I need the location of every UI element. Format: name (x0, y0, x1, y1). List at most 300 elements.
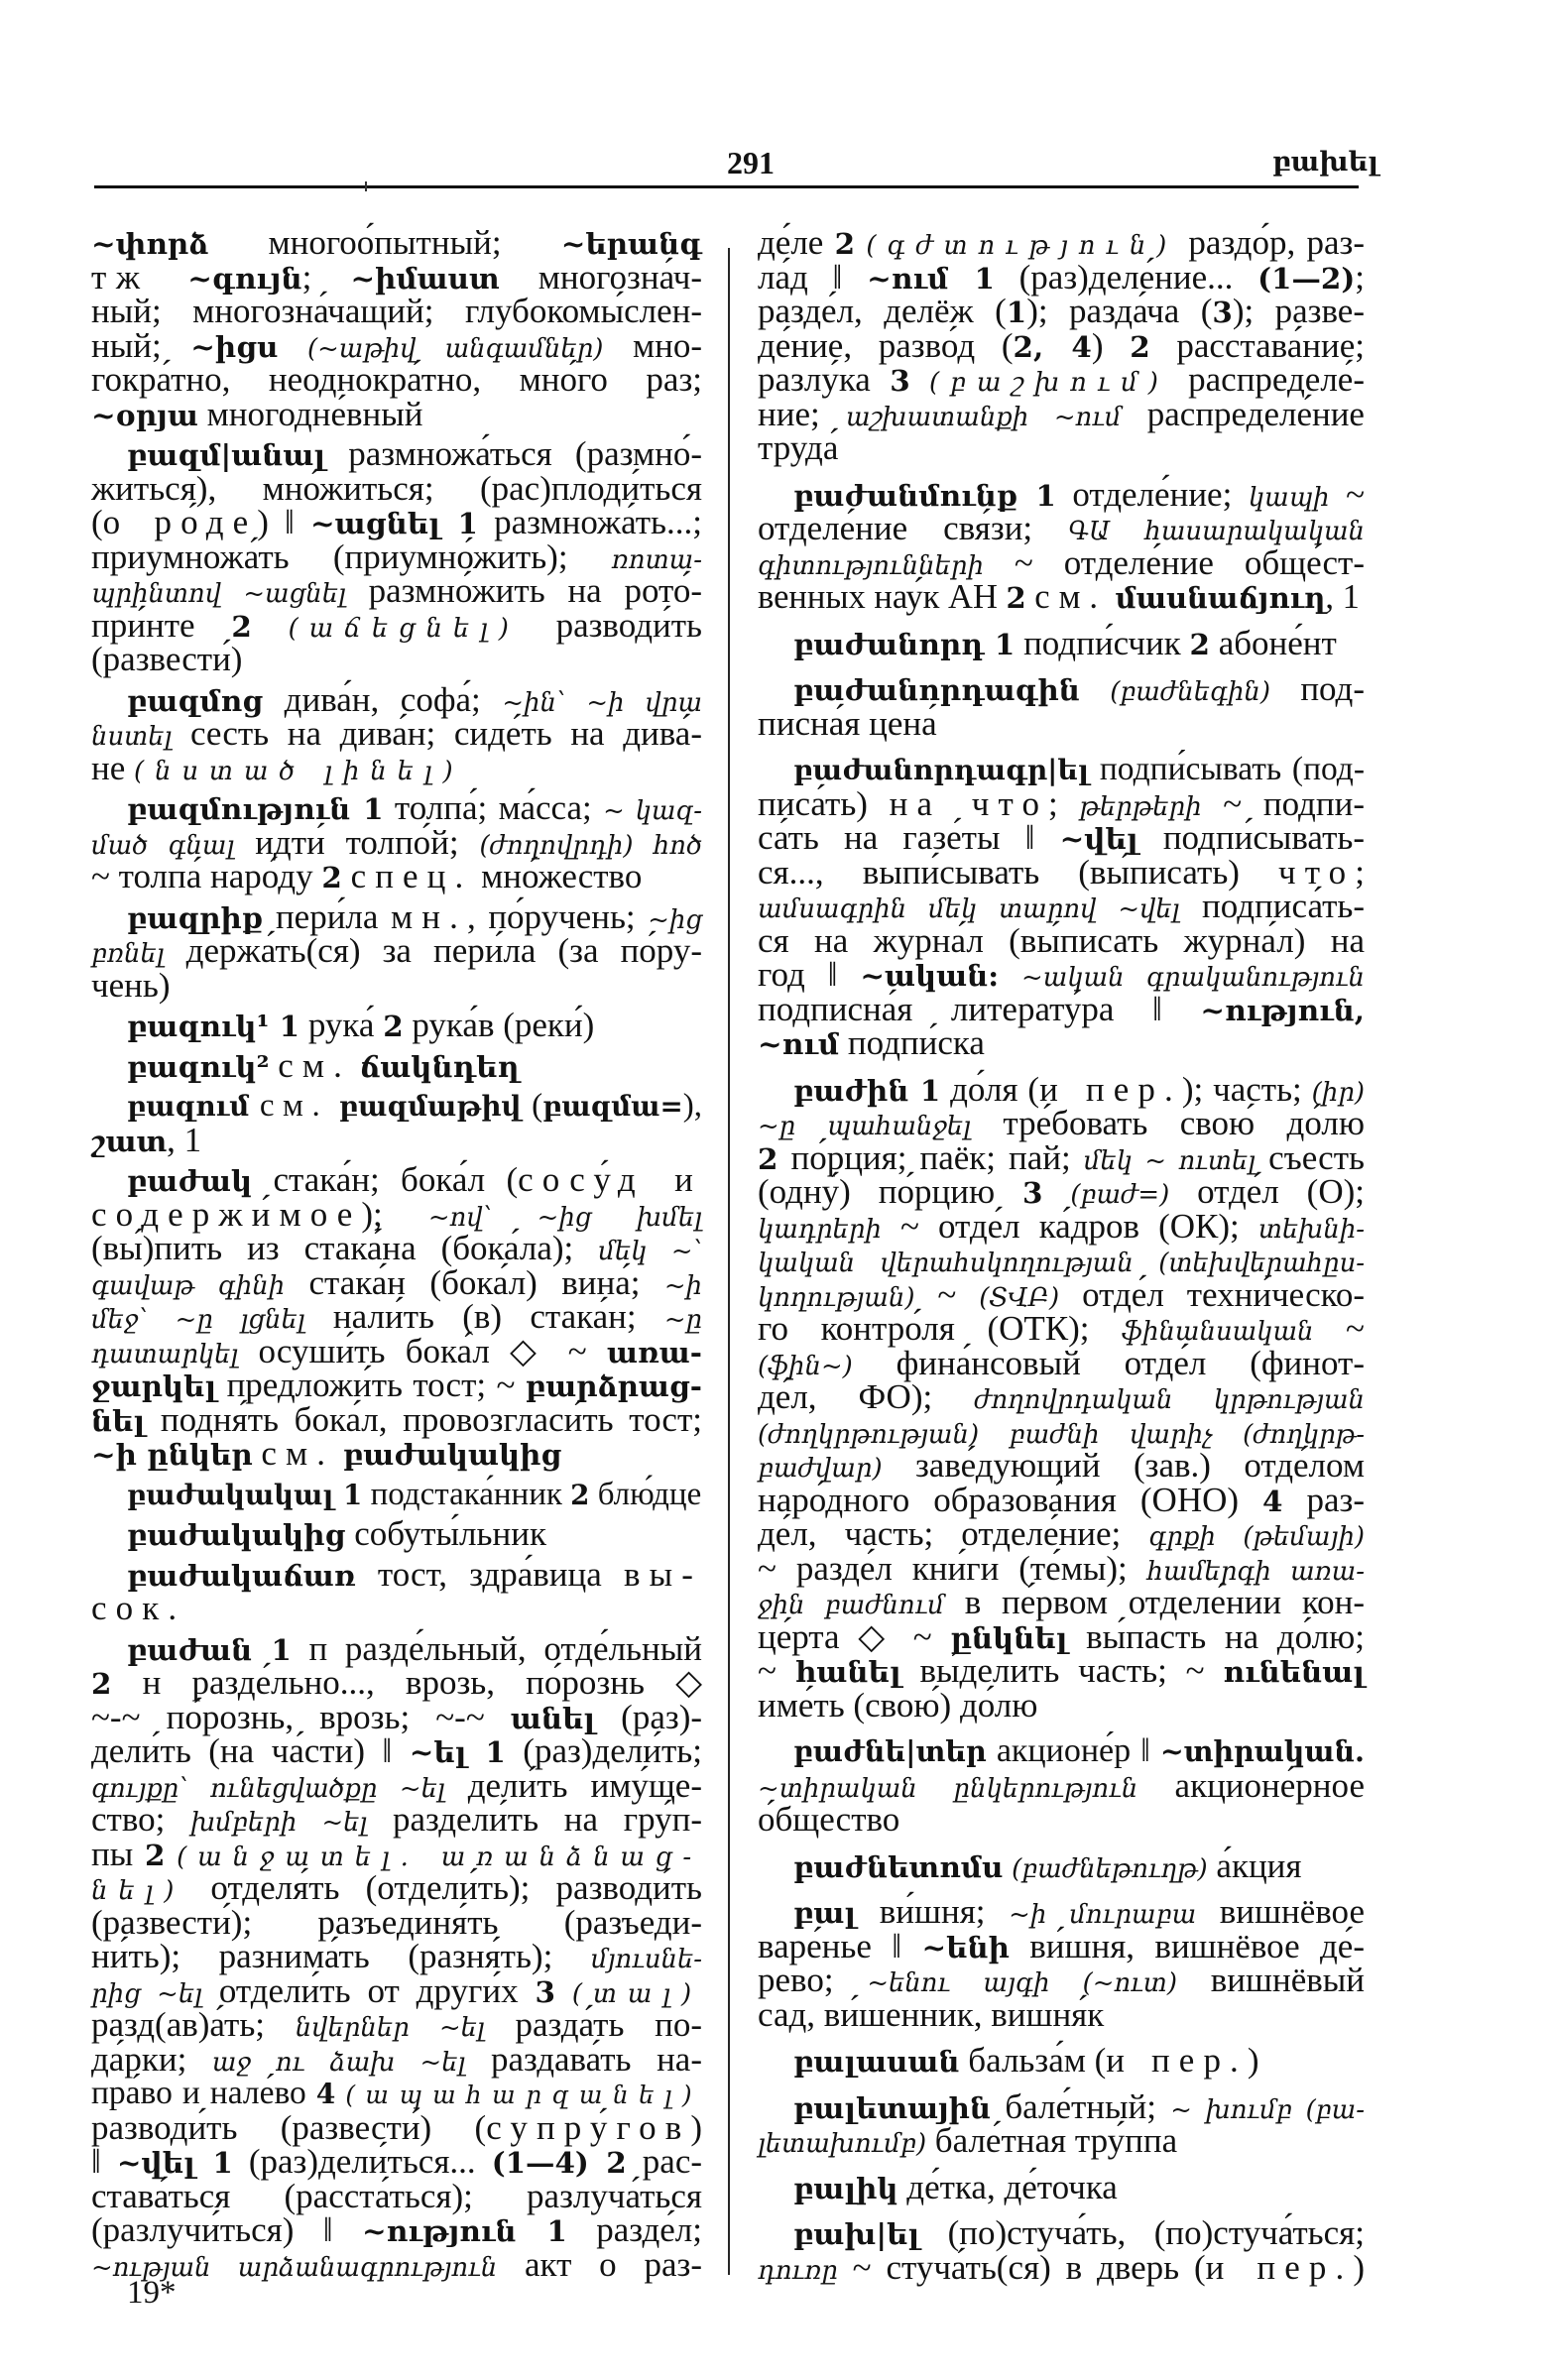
entry-line (91, 1731, 702, 1770)
entry-first-line (91, 1160, 702, 1199)
armenian-gloss: նել) (91, 1876, 185, 1906)
armenian-term: 2, 4 (1013, 328, 1092, 364)
entry-first-line (758, 1845, 1365, 1885)
armenian-example: մած գնալ (91, 830, 235, 861)
russian-text: ство; (91, 1800, 191, 1839)
russian-text: ~ (1329, 474, 1366, 514)
russian-text: тост, здра́вица (355, 1554, 624, 1594)
entry-line (758, 292, 1365, 330)
header-rule (94, 185, 1359, 188)
entry-line (758, 1343, 1365, 1382)
russian-text: ся..., выпи́сывать (вы́писать) (758, 852, 1279, 892)
russian-text: , 1 (1325, 578, 1360, 616)
armenian-example: ~ով՝ ~ից խմել (427, 1202, 702, 1233)
armenian-example: ~ենու այգի (~ուտ) (867, 1968, 1177, 1998)
russian-text: стака́н (бока́л) вина́; (285, 1262, 664, 1302)
russian-text: ~ разде́л кни́ги (те́мы); (758, 1548, 1147, 1588)
entry-first-line (758, 1734, 1365, 1769)
entry-line (91, 640, 702, 678)
russian-text: чень) (91, 965, 171, 1005)
russian-text: подстака́нник (362, 1476, 571, 1512)
headword: բախ|ել (793, 2216, 920, 2251)
russian-text: (одну́) по́рцию (758, 1172, 1022, 1211)
russian-text: ( (521, 1088, 543, 1124)
entry-line (91, 325, 702, 365)
russian-text: вы́делить часть; ~ (900, 1651, 1224, 1690)
headword: բաժակ (127, 1163, 253, 1198)
armenian-example: (ՏՎԲ) (979, 1282, 1060, 1313)
grammar-label: сок. (91, 1589, 186, 1627)
entry-line (91, 2176, 702, 2215)
russian-text: разд(ав)а́ть; (91, 2005, 296, 2044)
armenian-example: լետախումբ) (758, 2129, 927, 2159)
entry-first-line (758, 1892, 1365, 1931)
russian-text: ) (1247, 2041, 1259, 2080)
armenian-example: աշխատանքի ~ում (845, 402, 1122, 432)
armenian-term: (1—4) 2 (491, 2145, 627, 2180)
armenian-term: ~տիրական. (1159, 1734, 1365, 1768)
russian-text: разда́ть по- (484, 2005, 702, 2044)
russian-text: ла́д ‖ (758, 257, 868, 297)
armenian-example: ֆինանսական (1122, 1317, 1314, 1347)
armenian-example: գրքի (թեմայի) (1148, 1522, 1365, 1552)
entry-line (758, 257, 1365, 297)
armenian-term: ~ական: (860, 958, 1000, 993)
russian-text: го контро́ля (ОТК); (758, 1309, 1123, 1348)
grammar-label: см. (259, 1088, 329, 1124)
armenian-term: ~վել (1059, 821, 1138, 856)
armenian-term: ~ի ընկեր (91, 1437, 253, 1472)
entry-line (758, 852, 1365, 892)
russian-text: писна́я цена́ (758, 703, 937, 743)
entry-first-line (758, 669, 1366, 708)
russian-text: ный; многозна́чащий; глубокомы́слен- (91, 292, 702, 330)
armenian-term: 4 (315, 2078, 336, 2110)
russian-text: многодне́вный (197, 394, 423, 433)
entry-line (91, 857, 702, 895)
russian-text: ~ стуча́ть(ся) в дверь ( (837, 2247, 1206, 2287)
armenian-term: 2 (1130, 328, 1150, 364)
russian-text (269, 1046, 278, 1085)
armenian-gloss: (անջատել. առանձնաց- (177, 1842, 703, 1872)
russian-text: писа́ть) (758, 783, 890, 823)
russian-text: подписа́ть- (1179, 887, 1365, 925)
grammar-label: мн. (391, 896, 467, 936)
entry-line (91, 292, 702, 330)
armenian-gloss: (գժտություն) (866, 231, 1178, 261)
entry-line (91, 257, 702, 297)
headword: բազմոց (127, 682, 264, 718)
headword: բաժանորդ 1 (793, 626, 1016, 661)
entry-line (91, 2005, 702, 2044)
russian-text: мно́жество (472, 857, 643, 895)
entry-line (758, 1206, 1365, 1246)
russian-text (342, 857, 351, 895)
russian-text: нали́ть (в) стака́н; (304, 1297, 664, 1336)
russian-text: ви́шня, вишнёвое де́- (1009, 1926, 1366, 1965)
russian-text: фина́нсовый отде́л (финот- (852, 1343, 1365, 1382)
russian-text: бальза́м ( (959, 2041, 1107, 2080)
armenian-example: ~ը պահանջել (758, 1112, 972, 1141)
russian-text: да́рки; (91, 2039, 212, 2079)
armenian-gloss: (նստած լինել) (134, 756, 464, 786)
russian-text: акционе́рное (1137, 1765, 1365, 1805)
russian-text: сесть на дива́н; сиде́ть на дива́- (172, 714, 702, 753)
armenian-example: բռնել (91, 939, 165, 969)
entry-first-line (91, 1006, 702, 1044)
entry-first-line (91, 896, 702, 936)
entry-line (758, 360, 1366, 399)
russian-text: ) ‖ (257, 503, 311, 541)
russian-text: отделя́ть (отдели́ть); разводи́ть (184, 1868, 702, 1907)
entry-line (91, 1262, 702, 1302)
entry-line (91, 1970, 702, 2010)
entry-line (91, 2107, 702, 2147)
russian-text: ~ (758, 1651, 795, 1690)
entry-first-line (91, 1514, 702, 1553)
armenian-term: ընկնել (950, 1619, 1068, 1655)
russian-text: съесть (1256, 1137, 1365, 1177)
russian-text: ~ подпи- (1201, 783, 1365, 823)
entry-line (758, 1548, 1365, 1588)
russian-text: ) (1091, 325, 1131, 365)
russian-text: раздо́р, раз- (1177, 223, 1366, 262)
signature-mark: 19* (127, 2275, 177, 2311)
russian-text: ви́шня; (856, 1892, 1010, 1931)
armenian-example: (ժողովրդի) հոծ (479, 830, 702, 861)
entry-first-line (91, 788, 703, 827)
entry-line (91, 1368, 702, 1403)
entry-line (758, 1994, 1365, 2034)
armenian-example: (բաժնեթուղթ) (1012, 1853, 1208, 1884)
russian-text: тре́бовать свою́ до́лю (971, 1104, 1365, 1142)
russian-text: разводи́ть (519, 605, 703, 645)
headword: բաժին 1 (793, 1072, 941, 1108)
entry-line (91, 1663, 702, 1702)
russian-text: подпи́сывать- (1137, 818, 1365, 857)
russian-text: бале́тный; (991, 2086, 1171, 2126)
entry-line (758, 580, 1365, 615)
armenian-example: ~տիրական ընկերություն (758, 1773, 1138, 1804)
russian-text (910, 360, 929, 399)
armenian-example: մյուսնե- (590, 1945, 702, 1974)
russian-text: ) (690, 2107, 702, 2147)
russian-text (328, 1088, 339, 1124)
headword: բաժակակալ 1 (127, 1478, 363, 1511)
entry-line (91, 1868, 702, 1907)
russian-text: размно́жить на рото́- (345, 571, 703, 610)
russian-text: распределе́ние (1121, 394, 1365, 433)
entry-line (91, 2039, 702, 2079)
entry-line (758, 1926, 1366, 1965)
armenian-example: կական վերահսկողության (տեխվերահըս- (758, 1249, 1365, 1278)
entry-line (91, 822, 702, 862)
russian-text (335, 2075, 345, 2111)
entry-line (91, 1834, 703, 1873)
russian-text: акционе́р ‖ (986, 1732, 1160, 1769)
left-column (91, 223, 703, 2284)
russian-text (999, 955, 1021, 994)
russian-text: (раз)- (595, 1697, 702, 1736)
russian-text: блю́дце (589, 1476, 702, 1512)
armenian-term: 2 (570, 1478, 590, 1511)
russian-text: ~ (914, 1274, 980, 1314)
russian-text: ~ отде́л ка́дров (ОК); (881, 1206, 1258, 1246)
russian-text: (по)стуча́ть, (по)стуча́ться; (919, 2213, 1365, 2252)
russian-text: год ‖ (758, 955, 861, 994)
russian-text: ; (301, 257, 351, 297)
entry-line (758, 1104, 1365, 1142)
russian-text: житься), мно́житься; (рас)плоди́ться (91, 468, 702, 508)
entry-line (758, 1274, 1365, 1314)
russian-text: мно- (603, 325, 702, 365)
page-number: 291 (727, 145, 775, 180)
headword: բազուկ¹ 1 (127, 1009, 300, 1043)
armenian-example: նվերներ ~ել (295, 2013, 485, 2043)
grammar-label: см. (278, 1045, 351, 1085)
russian-text (1042, 1172, 1070, 1211)
russian-text: подня́ть бока́л, провозгласи́ть тост; (145, 1399, 702, 1439)
russian-text: ), (682, 1088, 702, 1124)
headword: բաժակակից (127, 1517, 346, 1552)
russian-text: разлу́ка (758, 360, 891, 399)
russian-text: де́л, часть; отделе́ние; (758, 1514, 1149, 1553)
russian-text (1080, 669, 1110, 708)
entry-line (91, 1800, 703, 1839)
armenian-example: ~ խումբ (բա- (1170, 2094, 1365, 2125)
grammar-label: вы- (624, 1554, 702, 1594)
headword: բալիկ (793, 2170, 898, 2205)
russian-text: сад, ви́шенник, вишня́к (758, 1994, 1105, 2034)
armenian-example: մեկ ~՝ (598, 1237, 702, 1266)
entry-line (758, 1480, 1365, 1519)
russian-text: ни́ть); разнима́ть (разня́ть); (91, 1937, 591, 1975)
russian-text: держа́ть(ся) за пери́ла (за по́ру- (164, 931, 702, 970)
russian-text: дива́н, софа́; (263, 679, 503, 719)
russian-text: заве́дующий (зав.) отде́лом (882, 1446, 1365, 1485)
right-column (758, 223, 1366, 2287)
russian-text: отде́л (О); (1169, 1172, 1365, 1211)
russian-text: идти́ толпо́й; (234, 822, 480, 862)
russian-text: рука́в (реки́) (403, 1006, 595, 1044)
russian-text: ‖ (91, 2142, 117, 2181)
armenian-example: (ֆին~) (758, 1351, 853, 1381)
armenian-example: գույքը՝ ունեցվածքը ~ել (91, 1773, 445, 1804)
russian-text: раздава́ть на- (465, 2039, 702, 2079)
armenian-term: 2 (758, 1140, 778, 1176)
armenian-example: ~ի մուրաբա (1009, 1900, 1197, 1930)
entry-line (758, 818, 1365, 857)
armenian-term: 3 (890, 363, 910, 398)
entry-line (91, 571, 703, 610)
armenian-example: ժողովրդական կրթության (974, 1385, 1366, 1415)
armenian-example: րից ~ել (91, 1978, 202, 2009)
russian-text: отделе́ние; (1055, 474, 1249, 514)
armenian-example: ԳԱ հասարակական (1068, 517, 1365, 546)
headword: բաժակաճառ (127, 1557, 356, 1593)
entry-first-line (758, 2041, 1365, 2080)
armenian-example: մեջ՝ ~ը լցնել (91, 1305, 305, 1335)
headword: բազմ|անալ (127, 437, 326, 472)
russian-text: ~ толпа́ наро́ду (91, 857, 322, 895)
armenian-term: ~ում 1 (867, 260, 995, 296)
entry-line (91, 1589, 702, 1627)
russian-text: собуты́льник (345, 1514, 546, 1553)
russian-text: не (91, 748, 135, 787)
armenian-term: 1 (1006, 295, 1027, 329)
armenian-term: 4 (1262, 1483, 1283, 1518)
entry-line (758, 1961, 1366, 1999)
russian-text (1107, 578, 1116, 616)
russian-text: дели́ть (на ча́сти) ‖ (91, 1731, 410, 1770)
entry-line (758, 542, 1365, 582)
entry-line (758, 223, 1366, 262)
armenian-example: ~ը (663, 1305, 702, 1335)
russian-text: (развести́); разъединя́ть (разъеди- (91, 1902, 702, 1942)
armenian-example: գիտությունների (758, 550, 984, 581)
armenian-term: 3 (1212, 295, 1233, 329)
entry-line (758, 1023, 1365, 1062)
russian-text: многоо́пытный; (208, 223, 561, 262)
grammar-label: супру́гов (486, 2107, 691, 2147)
armenian-term: նել (91, 1402, 146, 1438)
russian-text: раз- (1282, 1480, 1365, 1519)
russian-text: распределе́- (1168, 360, 1366, 399)
armenian-gloss: (տալ) (571, 1978, 702, 2009)
armenian-example: կապի (1248, 482, 1330, 513)
armenian-term: ~ություն 1 (362, 2213, 567, 2248)
armenian-gloss: (բաշխում) (929, 368, 1169, 398)
armenian-example: ռոտա- (611, 544, 702, 575)
armenian-gloss: (ապահարզանել) (345, 2081, 702, 2109)
entry-line (91, 2210, 702, 2249)
russian-text: подписна́я литерату́ра ‖ (758, 989, 1201, 1028)
entry-first-line (91, 1089, 702, 1124)
armenian-term: ~ենի (921, 1929, 1010, 1964)
russian-text: ) (1353, 2247, 1365, 2287)
russian-text: разводи́ть (развести́) ( (91, 2107, 487, 2147)
armenian-term: ~իցս (190, 328, 279, 364)
entry-first-line (758, 623, 1365, 662)
entry-line (758, 783, 1365, 823)
russian-text: (раз)деле́ние... (994, 257, 1258, 297)
armenian-example: խմբերի ~ել (190, 1808, 368, 1838)
armenian-term: 2 (231, 608, 252, 644)
armenian-example: ամսագրին մեկ տարով ~վել (758, 894, 1180, 924)
grammar-label: что (1278, 852, 1356, 892)
armenian-example: թերթերի (1079, 791, 1202, 822)
russian-text: ный; (91, 325, 191, 365)
armenian-term: հանել (794, 1654, 901, 1689)
entry-first-line (91, 1554, 702, 1594)
grammar-label: о ро́де (102, 503, 258, 541)
headword: բաժանորդագր|ել (793, 754, 1090, 786)
russian-text: приумножа́ть (приумно́жить); (91, 536, 612, 576)
russian-text: раздели́ть на гру́п- (367, 1800, 703, 1839)
russian-text: пы (91, 1834, 145, 1873)
headword: բալ (793, 1895, 857, 1930)
russian-text: ; (1355, 852, 1365, 892)
russian-text: отделе́ние свя́зи; (758, 509, 1069, 547)
armenian-term: ~ացնել 1 (310, 506, 478, 540)
entry-first-line (758, 474, 1366, 514)
russian-text: (развести́) (91, 640, 243, 678)
armenian-example: դատարկել (91, 1339, 239, 1369)
russian-text: размножа́ть...; (477, 503, 702, 541)
russian-text: венных нау́к АН (758, 578, 1007, 616)
entry-line (91, 2077, 702, 2111)
russian-text: наро́дного образова́ния (ОНО) (758, 1480, 1263, 1519)
russian-text: це́рта ◇ ~ (758, 1616, 951, 1656)
entry-line (91, 2142, 703, 2181)
russian-text: в пе́рвом отделе́нии кон- (944, 1583, 1365, 1621)
armenian-term: բազմաթիվ (338, 1090, 522, 1123)
armenian-term: ~օրյա (91, 397, 198, 432)
armenian-term: 2 (1006, 581, 1026, 615)
russian-text (555, 1971, 572, 2010)
entry-line (91, 2244, 703, 2284)
armenian-gloss: (աճեցնել) (288, 613, 520, 644)
russian-text: де́ние, разво́д ( (758, 325, 1014, 365)
russian-text: име́ть (свою́) до́лю (758, 1685, 1038, 1725)
entry-line (758, 1514, 1365, 1553)
russian-text: става́ться (расста́ться); разлуча́ться (91, 2176, 702, 2215)
armenian-example: ~ական գրականություն (1021, 963, 1365, 993)
armenian-example: մեկ ~ ուտել (1083, 1145, 1256, 1176)
entry-line (91, 1297, 702, 1336)
entry-line (758, 2121, 1365, 2160)
column-divider (728, 248, 730, 2275)
russian-text (1026, 578, 1035, 616)
russian-text: , по́ручень; (466, 896, 649, 936)
russian-text: н разде́льно..., врозь, по́рознь ◇ (111, 1663, 702, 1702)
entry-line (758, 1685, 1365, 1725)
entry-first-line (91, 1045, 702, 1085)
russian-text: ); разда́ча ( (1026, 292, 1213, 330)
russian-text: ~-~ по́рознь, врозь; ~-~ (91, 1697, 511, 1736)
entry-first-line (91, 679, 703, 719)
russian-text (855, 223, 866, 262)
entry-line (758, 1583, 1365, 1621)
entry-first-line (758, 1069, 1365, 1109)
entry-line (758, 1172, 1365, 1211)
russian-text: варе́нье ‖ (758, 1926, 922, 1965)
russian-text: размножа́ться (размно́- (325, 434, 702, 473)
russian-text: (раз)дели́ть; (505, 1731, 702, 1770)
entry-line (758, 428, 1365, 467)
grammar-label: см. (1034, 578, 1107, 616)
russian-text (351, 1046, 360, 1085)
russian-text: ); часть; (1181, 1069, 1312, 1109)
armenian-term: բաժակակից (342, 1437, 562, 1472)
armenian-example: ~ի (663, 1270, 702, 1301)
armenian-term: ~փորձ (91, 226, 209, 261)
entry-line (91, 536, 702, 576)
header-rule-tick (365, 181, 367, 191)
entry-line (91, 1331, 702, 1370)
armenian-term: ~վել 1 (116, 2145, 233, 2180)
armenian-term: 3 (535, 1973, 555, 2009)
russian-text: подпи́сывать (под- (1089, 751, 1365, 787)
russian-text (165, 1835, 177, 1873)
russian-text: рево; (758, 1961, 868, 1999)
armenian-term: բարձրաց- (525, 1368, 702, 1403)
entry-line (758, 920, 1365, 960)
grammar-label: и пер. (1106, 2041, 1248, 2080)
entry-line (758, 1244, 1365, 1278)
russian-text: ); разве- (1232, 292, 1365, 330)
headword: բազմություն 1 (127, 791, 384, 826)
